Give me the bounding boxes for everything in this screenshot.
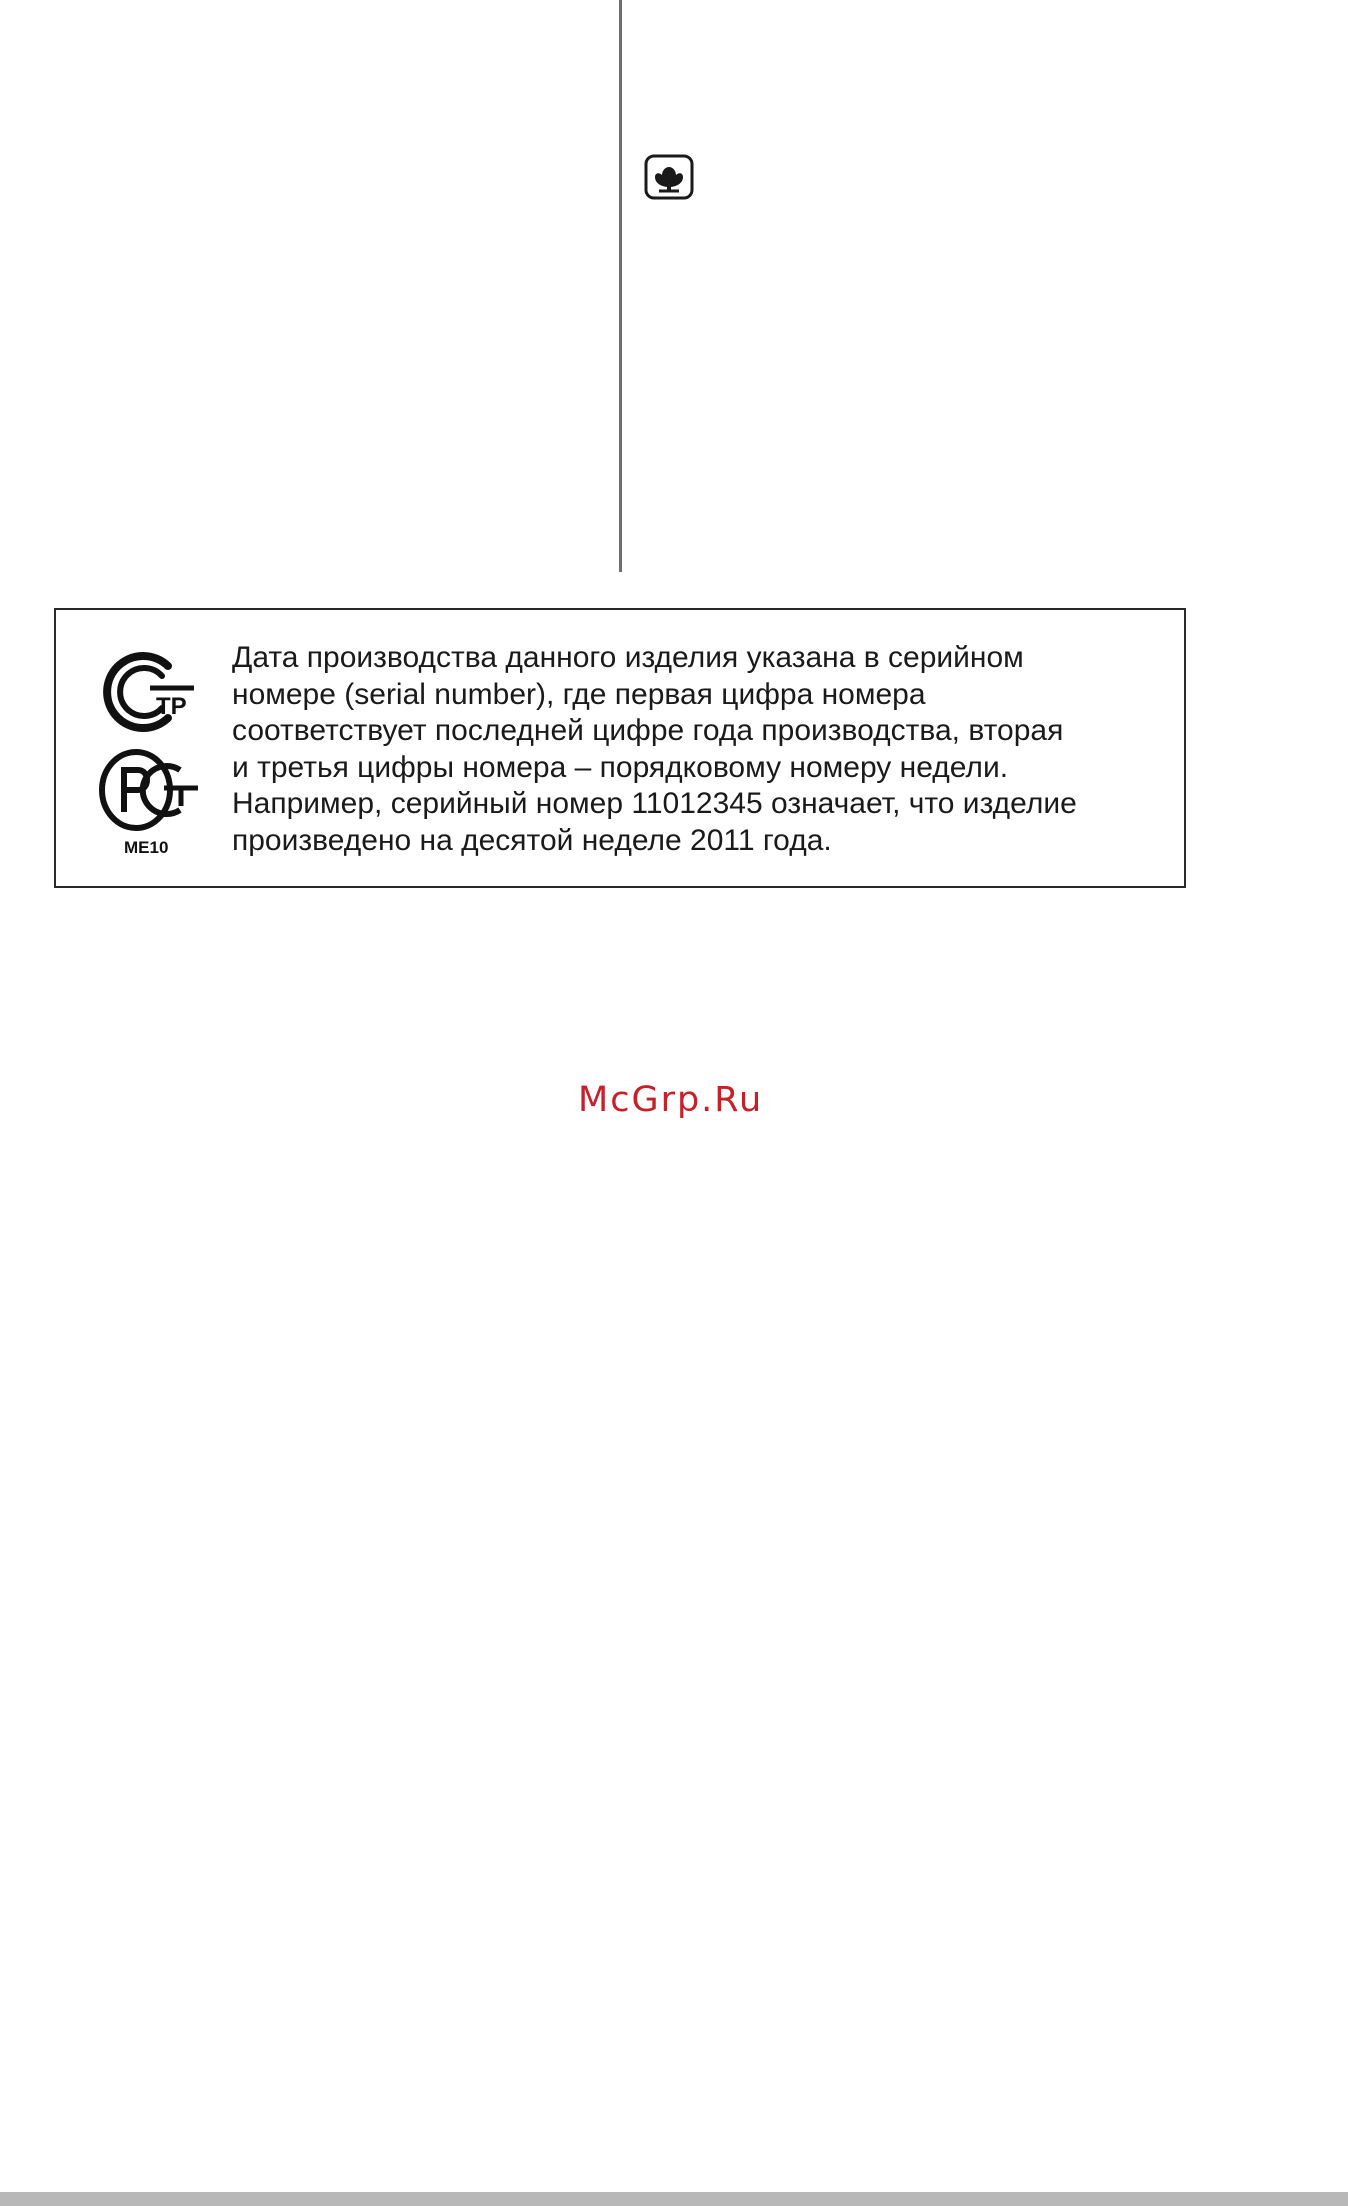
certification-code: ME10 <box>124 838 169 857</box>
notice-line: соответствует последней цифре года производства, вторая <box>232 714 1064 747</box>
pct-logo-icon <box>98 748 202 832</box>
flower-icon <box>644 154 694 200</box>
watermark: McGrp.Ru <box>578 1080 764 1120</box>
production-date-notice <box>54 608 1186 888</box>
notice-line: произведено на десятой неделе 2011 года. <box>232 823 832 857</box>
notice-line: Например, серийный номер 11012345 означает, что изделие <box>232 787 1077 820</box>
ctp-logo-icon <box>98 648 202 736</box>
notice-line: номере (serial number), где первая цифра номера <box>232 677 926 711</box>
notice-line: Дата производства данного изделия указана в серийном <box>232 641 1024 674</box>
svg-text:ТР: ТР <box>156 693 187 720</box>
column-divider <box>619 0 622 572</box>
notice-line: и третья цифры номера – порядковому номеру недели. <box>232 750 1009 784</box>
footer-bar <box>0 2192 1348 2206</box>
production-date-text <box>232 640 1152 859</box>
